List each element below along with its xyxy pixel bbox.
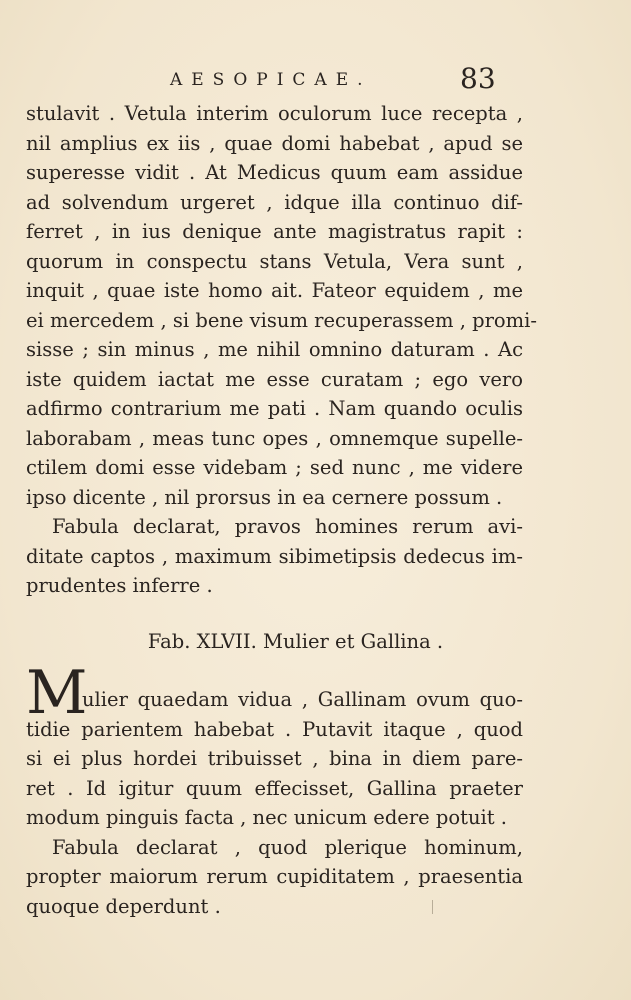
text-line: modum pinguis facta , nec unicum edere potuit . [26,806,507,829]
text-line: ferret , in ius denique ante magistratus rapit : [26,220,523,243]
text-line: ctilem domi esse videbam ; sed nunc , me videre [26,456,523,479]
text-line: nil amplius ex iis , quae domi habebat , apud se [26,131,523,155]
page-number: 83 [460,62,496,95]
fable-text-continued [26,99,537,601]
text-line: ulier quaedam vidua , Gallinam ovum quo- [82,688,523,711]
running-head: AESOPICAE. [170,70,372,90]
text-line: stulavit . Vetula interim oculorum luce recepta , [26,102,523,125]
moral-line: Fabula declarat , quod plerique hominum, [52,835,523,859]
moral-line: Fabula declarat, pravos homines rerum avi- [52,515,523,538]
print-mark [432,900,433,914]
text-line: ret . Id igitur quum effecisset, Gallina praeter [26,776,523,800]
text-line: ipso dicente , nil prorsus in ea cernere possum . [26,485,503,509]
text-line: ad solvendum urgeret , idque illa continuo dif- [26,190,523,214]
moral-line: propter maiorum rerum cupiditatem , praesentia [26,865,523,888]
text-line: sisse ; sin minus , me nihil omnino daturam . Ac [26,338,523,361]
drop-cap: M [26,658,88,728]
moral-line: quoque deperdunt . [26,894,221,918]
page-header [0,62,631,98]
moral-line: prudentes inferre . [26,574,213,597]
fable-text [26,658,523,921]
moral-line: ditate captos , maximum sibimetipsis dedecus im- [26,544,523,568]
text-line: ei mercedem , si bene visum recuperassem , promi- [26,308,537,332]
text-line: iste quidem iactat me esse curatam ; ego vero [26,367,523,391]
text-line: superesse vidit . At Medicus quum eam assidue [26,161,523,184]
text-line: laborabam , meas tunc opes , omnemque supelle- [26,426,523,450]
text-line: tidie parientem habebat . Putavit itaque , quod [26,717,523,741]
text-line: inquit , quae iste homo ait. Fateor equidem , me [26,279,523,302]
text-line: quorum in conspectu stans Vetula, Vera sunt , [26,249,523,273]
text-line: si ei plus hordei tribuisset , bina in diem pare- [26,747,523,770]
fable-title: Fab. XLVII. Mulier et Gallina . [147,630,444,653]
text-line: adfirmo contrarium me pati . Nam quando oculis [26,397,523,420]
